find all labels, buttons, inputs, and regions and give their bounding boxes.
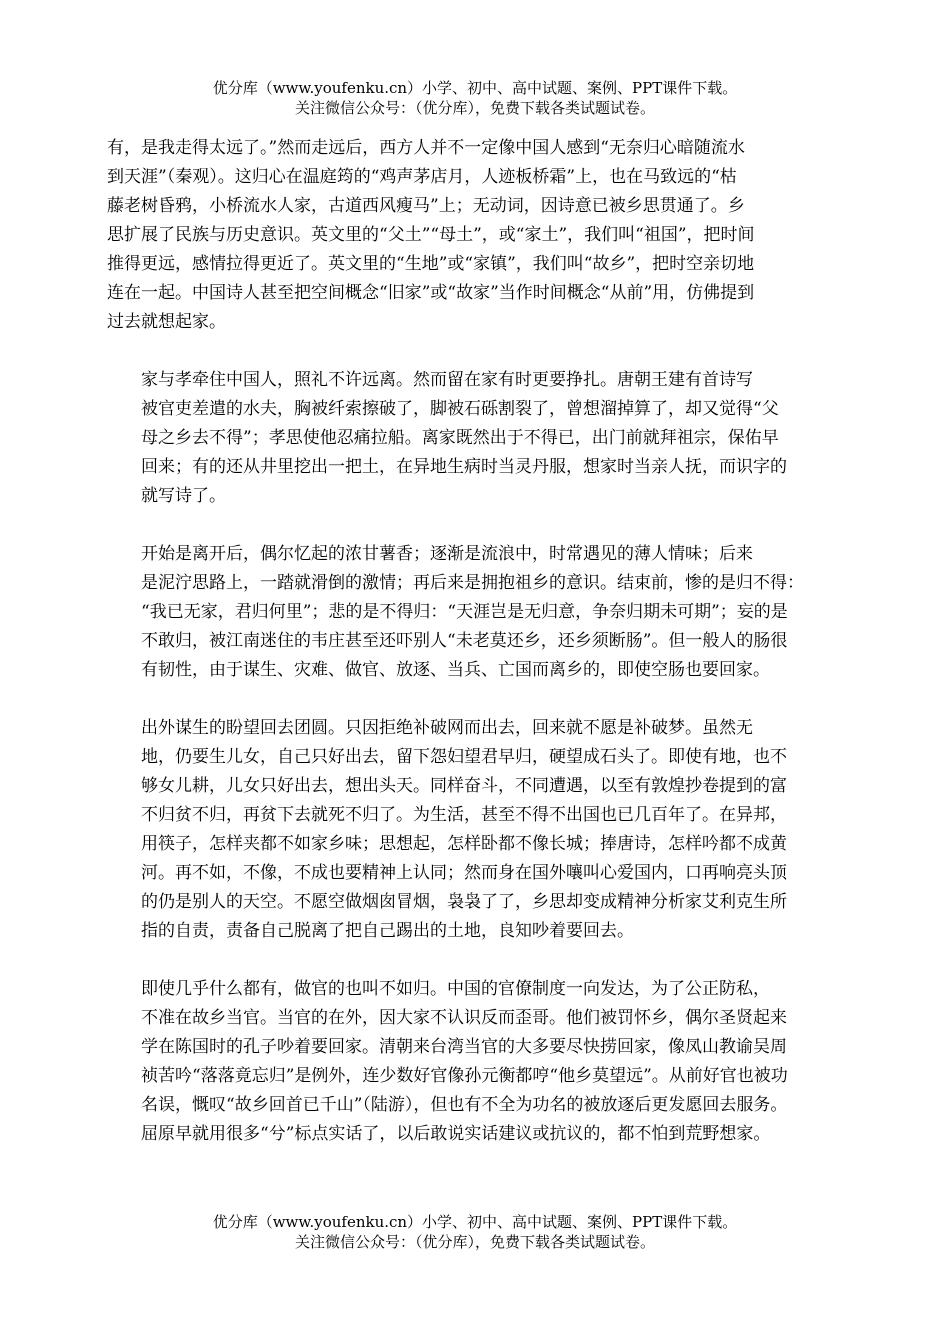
paragraph-line: 的仍是别人的天空。不愿空做烟囱冒烟，袅袅了了，乡思却变成精神分析家艾利克生所 <box>141 892 787 912</box>
footer-line-2: 关注微信公众号：（优分库），免费下载各类试题试卷。 <box>294 1233 655 1251</box>
page-header <box>0 78 950 118</box>
paragraph-line: 指的自责，责备自己脱离了把自己踢出的土地，良知吵着要回去。 <box>141 921 634 941</box>
paragraph-line: 地，仍要生儿女，自己只好出去，留下怨妇望君早归，硬望成石头了。即使有地，也不 <box>141 747 787 767</box>
paragraph-line: 不敢归，被江南迷住的韦庄甚至还吓别人“未老莫还乡，还乡须断肠”。但一般人的肠很 <box>141 631 788 651</box>
paragraph-line: 思扩展了民族与历史意识。英文里的“父土”“母土”，或“家土”，我们叫“祖国”，把时间 <box>107 225 755 245</box>
paragraph-line: “我已无家，君归何里”；悲的是不得归：“天涯岂是无归意，争奈归期未可期”；妄的是 <box>141 602 788 622</box>
paragraph-line: 不准在故乡当官。当官的在外，因大家不认识反而歪哥。他们被罚怀乡，偶尔圣贤起来 <box>141 1008 787 1028</box>
paragraph-line: 够女儿耕，儿女只好出去，想出头天。同样奋斗，不同遭遇，以至有敦煌抄卷提到的富 <box>141 776 787 796</box>
paragraph-line: 开始是离开后，偶尔忆起的浓甘薯香；逐渐是流浪中，时常遇见的薄人情味；后来 <box>141 544 753 564</box>
paragraph-line: 屈原早就用很多“兮”标点实话了，以后敢说实话建议或抗议的，都不怕到荒野想家。 <box>141 1124 771 1144</box>
article-body <box>107 134 847 1149</box>
paragraph-5 <box>107 975 847 1149</box>
paragraph-line: 名误，慨叹“故乡回首已千山”（陆游），但也有不全为功名的被放逐后更发愿回去服务。 <box>141 1095 788 1115</box>
paragraph-line: 到天涯”（秦观）。这归心在温庭筠的“鸡声茅店月，人迹板桥霜”上，也在马致远的“枯 <box>107 167 737 187</box>
paragraph-line: 母之乡去不得”；孝思使他忍痛拉船。离家既然出于不得已，出门前就拜祖宗，保佑早 <box>141 428 779 448</box>
paragraph-line: 有韧性，由于谋生、灾难、做官、放逐、当兵、亡国而离乡的，即使空肠也要回家。 <box>141 660 770 680</box>
paragraph-line: 有，是我走得太远了。”然而走远后，西方人并不一定像中国人感到“无奈归心暗随流水 <box>107 138 745 158</box>
paragraph-line: 回来；有的还从井里挖出一把土，在异地生病时当灵丹服，想家时当亲人抚，而识字的 <box>141 457 787 477</box>
paragraph-line: 过去就想起家。 <box>107 312 226 332</box>
paragraph-line: 藤老树昏鸦，小桥流水人家，古道西风瘦马”上；无动词，因诗意已被乡思贯通了。乡 <box>107 196 745 216</box>
paragraph-line: 推得更远，感情拉得更近了。英文里的“生地”或“家镇”，我们叫“故乡”，把时空亲切地 <box>107 254 755 274</box>
paragraph-line: 出外谋生的盼望回去团圆。只因拒绝补破网而出去，回来就不愿是补破梦。虽然无 <box>141 718 753 738</box>
paragraph-line: 祯苦吟“落落竟忘归”是例外，连少数好官像孙元衡都哼“他乡莫望远”。从前好官也被功 <box>141 1066 788 1086</box>
page-footer <box>0 1212 950 1252</box>
header-line-1: 优分库（www.youfenku.cn）小学、初中、高中试题、案例、PPT课件下载。 <box>212 79 738 97</box>
paragraph-3 <box>107 540 847 685</box>
paragraph-line: 就写诗了。 <box>141 486 226 506</box>
paragraph-line: 家与孝牵住中国人，照礼不许远离。然而留在家有时更要挣扎。唐朝王建有首诗写 <box>141 370 753 390</box>
paragraph-line: 不归贫不归，再贫下去就死不归了。为生活，甚至不得不出国也已几百年了。在异邦， <box>141 805 787 825</box>
header-line-2: 关注微信公众号：（优分库），免费下载各类试题试卷。 <box>294 99 655 117</box>
paragraph-line: 学在陈国时的孔子吵着要回家。清朝来台湾当官的大多要尽快捞回家，像凤山教谕吴周 <box>141 1037 787 1057</box>
paragraph-2 <box>107 366 847 511</box>
paragraph-line: 被官吏差遣的水夫，胸被纤索擦破了，脚被石砾割裂了，曾想溜掉算了，却又觉得“父 <box>141 399 779 419</box>
paragraph-line: 连在一起。中国诗人甚至把空间概念“旧家”或“故家”当作时间概念“从前”用，仿佛提到 <box>107 283 755 303</box>
paragraph-4 <box>107 714 847 946</box>
footer-line-1: 优分库（www.youfenku.cn）小学、初中、高中试题、案例、PPT课件下载。 <box>212 1213 738 1231</box>
paragraph-line: 河。再不如，不像，不成也要精神上认同；然而身在国外嚷叫心爱国内，口再响亮头顶 <box>141 863 787 883</box>
paragraph-line: 用筷子，怎样夹都不如家乡味；思想起，怎样卧都不像长城；捧唐诗，怎样吟都不成黄 <box>141 834 787 854</box>
paragraph-line: 是泥泞思路上，一踏就滑倒的激情；再后来是拥抱祖乡的意识。结束前，惨的是归不得： <box>141 573 804 593</box>
paragraph-line: 即使几乎什么都有，做官的也叫不如归。中国的官僚制度一向发达，为了公正防私， <box>141 979 770 999</box>
paragraph-1 <box>107 134 847 337</box>
